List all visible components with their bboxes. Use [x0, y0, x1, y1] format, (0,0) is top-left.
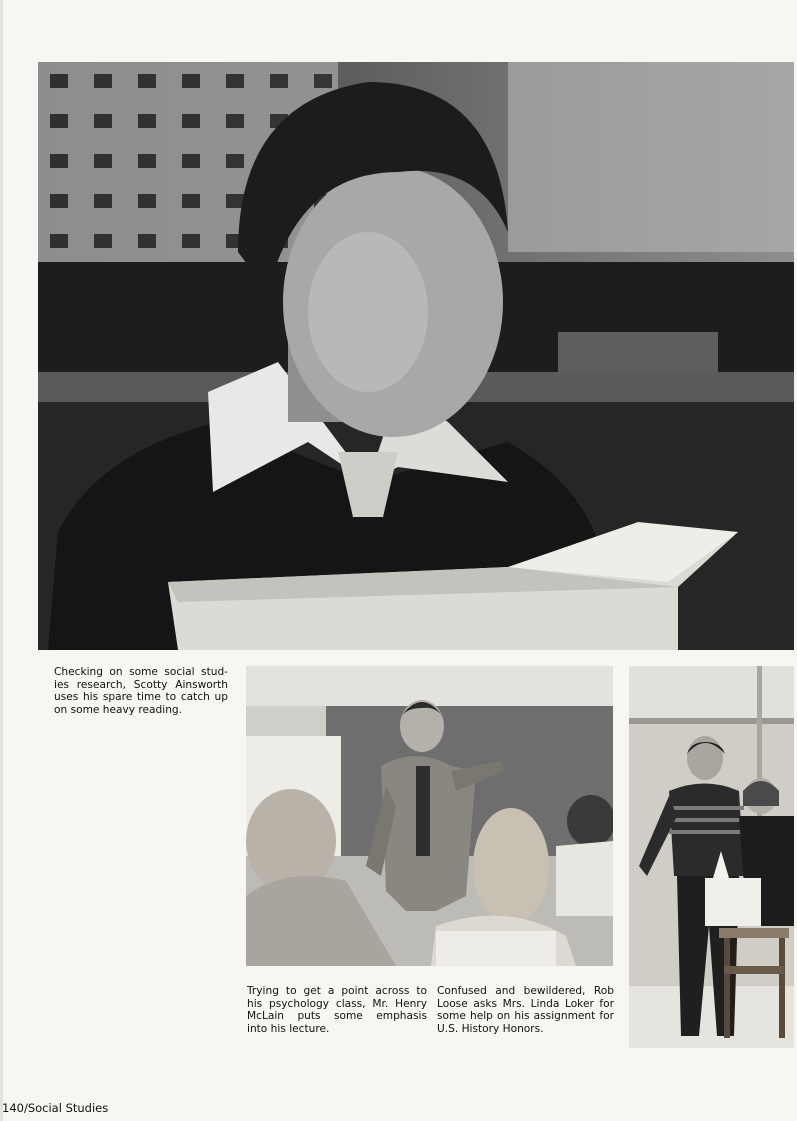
photo-student-reading	[38, 62, 794, 650]
caption-line: ies research, Scotty Ainsworth	[54, 678, 228, 691]
photo-teacher-lecturing	[246, 666, 613, 966]
caption-line: Checking on some social stud-	[54, 666, 228, 678]
caption-line: some help on his assignment for	[437, 1010, 614, 1023]
caption-line: Confused and bewildered, Rob	[437, 985, 614, 997]
photo-student-asks-teacher	[629, 666, 794, 1048]
page-gutter	[0, 0, 3, 1121]
page-folio: 140/Social Studies	[2, 1101, 109, 1115]
caption-student-reading	[54, 666, 228, 716]
caption-line: McLain puts some emphasis	[247, 1010, 427, 1023]
caption-line: Loose asks Mrs. Linda Loker for	[437, 997, 614, 1010]
caption-line: Trying to get a point across to	[247, 985, 427, 997]
caption-teacher-lecturing	[247, 985, 427, 1035]
caption-line: U.S. History Honors.	[437, 1022, 544, 1035]
caption-line: his psychology class, Mr. Henry	[247, 997, 427, 1010]
caption-line: uses his spare time to catch up	[54, 691, 228, 704]
caption-line: on some heavy reading.	[54, 703, 183, 716]
caption-line: into his lecture.	[247, 1022, 330, 1035]
caption-student-asks-teacher	[437, 985, 614, 1035]
